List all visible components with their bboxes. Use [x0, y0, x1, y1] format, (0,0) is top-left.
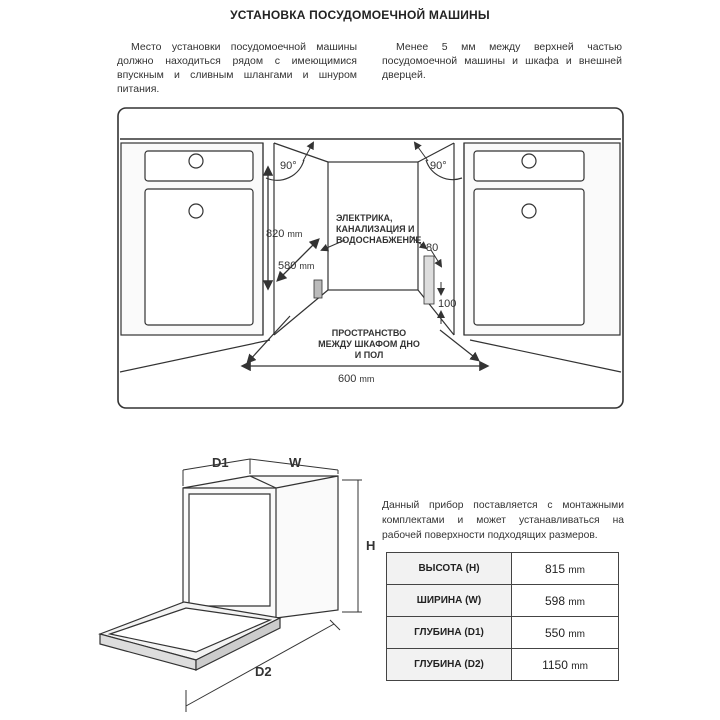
intro-left-paragraph: Место установки посудомоечной машины должно находиться рядом с имеющимися впускным и сливным шлангами и шнуром питания.	[117, 41, 357, 95]
table-row	[387, 585, 619, 617]
dim-w-label: W	[289, 455, 302, 470]
intro-right-paragraph: Менее 5 мм между верхней частью посудомоечной машины и шкафа и внешней дверцей.	[382, 41, 622, 81]
spec-number: 550	[544, 625, 565, 640]
spec-number: 598	[544, 593, 565, 608]
spec-value	[512, 585, 619, 617]
dimensions-table	[386, 552, 619, 681]
utilities-label: ЭЛЕКТРИКА, КАНАЛИЗАЦИЯ И ВОДОСНАБЖЕНИЕ	[336, 213, 422, 245]
spec-unit: mm	[571, 660, 588, 672]
spec-label: ГЛУБИНА (D2)	[387, 649, 512, 681]
mounting-note-paragraph: Данный прибор поставляется с монтажными комплектами и может устанавливаться на рабочей поверхности подходящих размеров.	[382, 500, 624, 541]
depth-dimension: 580 mm	[278, 260, 315, 272]
gap-top-dimension: 80	[426, 242, 439, 254]
angle-right-label: 90°	[430, 160, 447, 172]
spec-value	[512, 649, 619, 681]
spec-label: ГЛУБИНА (D1)	[387, 617, 512, 649]
dim-d2-label: D2	[255, 664, 272, 679]
gap-bottom-dimension: 100	[438, 298, 457, 310]
spec-number: 815	[544, 561, 565, 576]
height-dimension: 820 mm	[266, 228, 303, 240]
dim-h-label: H	[366, 538, 376, 553]
floor-space-label: ПРОСТРАНСТВО МЕЖДУ ШКАФОМ ДНО И ПОЛ	[318, 328, 420, 360]
spec-number: 1150	[542, 657, 568, 672]
angle-left-label: 90°	[280, 160, 297, 172]
spec-label: ВЫСОТА (H)	[387, 553, 512, 585]
spec-unit: mm	[568, 596, 586, 608]
table-row	[387, 617, 619, 649]
spec-label: ШИРИНА (W)	[387, 585, 512, 617]
dim-d1-label: D1	[212, 455, 229, 470]
spec-unit: mm	[568, 628, 586, 640]
table-row	[387, 553, 619, 585]
spec-unit: mm	[568, 564, 586, 576]
width-dimension: 600 mm	[338, 373, 375, 385]
spec-value	[512, 553, 619, 585]
spec-value	[512, 617, 619, 649]
page-title: УСТАНОВКА ПОСУДОМОЕЧНОЙ МАШИНЫ	[230, 8, 490, 22]
table-row	[387, 649, 619, 681]
